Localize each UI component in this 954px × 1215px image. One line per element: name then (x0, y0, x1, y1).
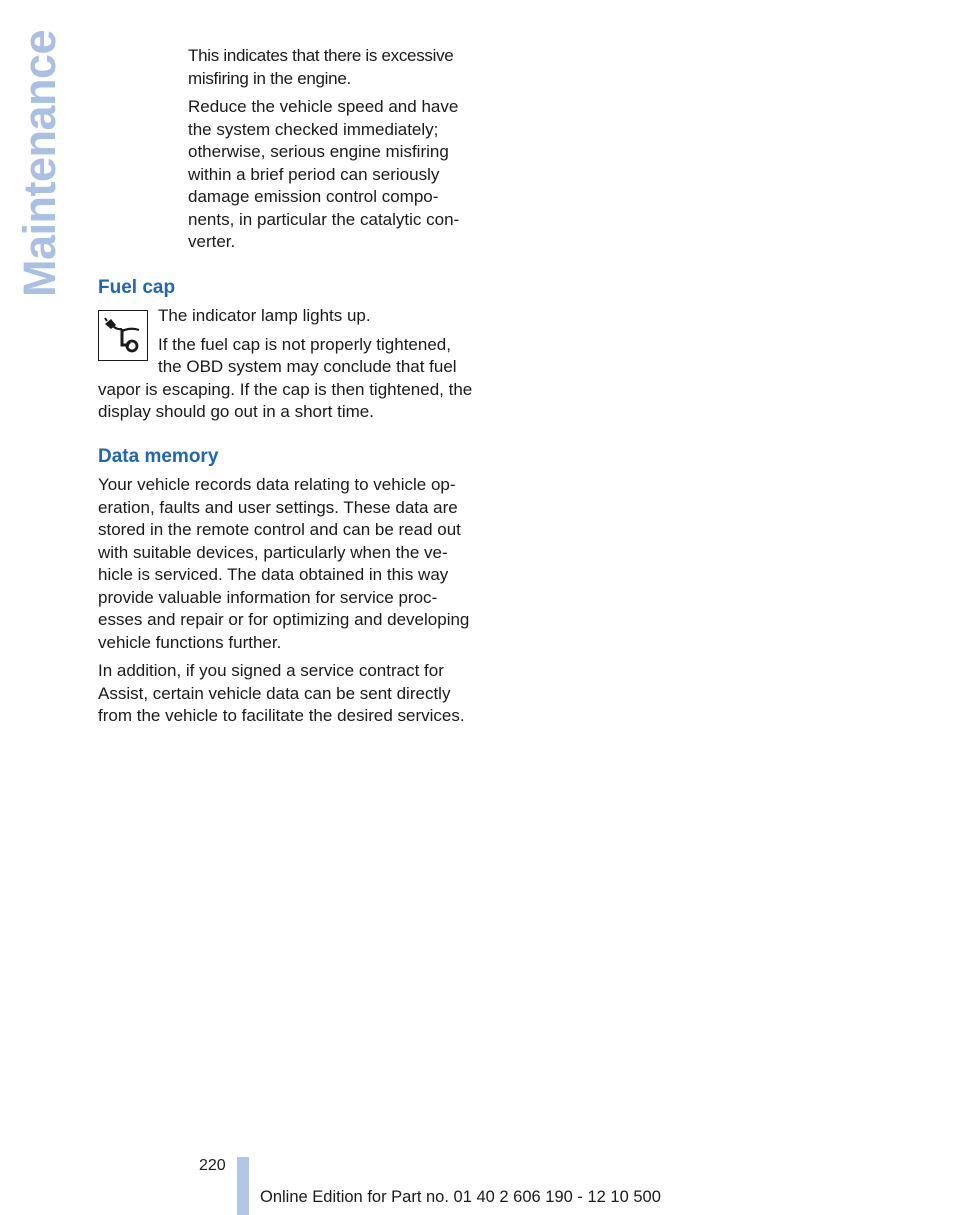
data-memory-paragraph-1: Your vehicle records data relating to vehicle operation, faults and user settings. These data are stored in the remote control and can be read out with suitable devices, particularly when the vehicle is serviced. The data obtained in this way provide valuable information for service processes and repair or for optimizing and developing vehicle functions further. (98, 475, 470, 652)
chapter-side-title-text: Maintenance (14, 29, 66, 297)
fuel-cap-paragraph-1: The indicator lamp lights up. (158, 306, 371, 325)
data-memory-heading: Data memory (98, 446, 219, 467)
data-memory-section (98, 474, 473, 728)
intro-paragraph-2: Reduce the vehicle speed and have the system checked immediately; otherwise, serious engine misfiring within a brief period can seriously damage emission control components, in particular the catalytic converter. (188, 97, 460, 251)
chapter-side-title (14, 29, 66, 297)
footer-edition-text: Online Edition for Part no. 01 40 2 606 190 - 12 10 500 (260, 1188, 661, 1206)
data-memory-paragraph-2: In addition, if you signed a service contract for Assist, certain vehicle data can be sent directly from the vehicle to facilitate the desired services. (98, 661, 465, 725)
fuel-cap-paragraph-2: If the fuel cap is not properly tightened, the OBD system may conclude that fuel vapor is escaping. If the cap is then tightened, the display should go out in a short time. (98, 334, 473, 421)
page-number: 220 (199, 1157, 226, 1174)
footer-accent-bar (237, 1157, 249, 1215)
intro-section (188, 45, 473, 254)
fuel-cap-section (98, 305, 473, 424)
fuel-cap-heading: Fuel cap (98, 277, 176, 298)
intro-paragraph-1: This indicates that there is excessive misfiring in the engine. (188, 46, 454, 88)
